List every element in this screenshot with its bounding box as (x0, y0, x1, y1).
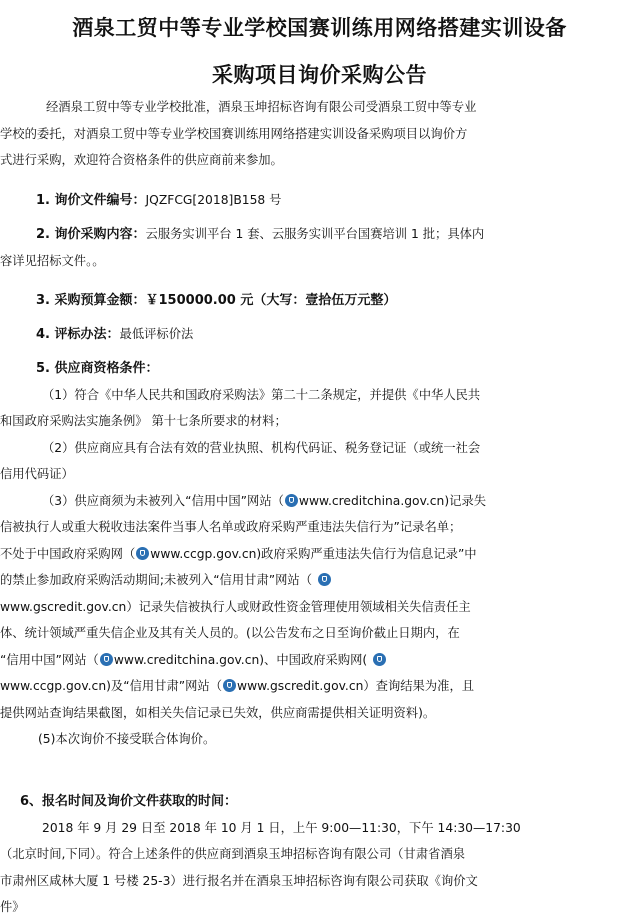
shield-link-icon (100, 653, 113, 666)
item-1 (0, 187, 639, 214)
shield-link-icon (223, 679, 236, 692)
condition-3-text: 的禁止参加政府采购活动期间;未被列入“信用甘肃”网站（ (0, 573, 313, 587)
condition-2-line2: 信用代码证） (0, 467, 74, 481)
item-5-label: 5. 供应商资格条件： (36, 361, 159, 376)
intro-line: 经酒泉工贸中等专业学校批准，酒泉玉坤招标咨询有限公司受酒泉工贸中等专业 (46, 100, 477, 114)
item-4-value: 最低评标价法 (119, 327, 194, 341)
ccgp-link[interactable]: www.ccgp.gov.cn)及“信用甘肃”网站（ (0, 679, 223, 693)
condition-3-text: （3）供应商须为未被列入“信用中国”网站（ (42, 493, 284, 508)
item-6-line2: （北京时间,下同）。符合上述条件的供应商到酒泉玉坤招标咨询有限公司（甘肃省酒泉 (0, 847, 466, 861)
item-2-label: 2. 询价采购内容： (36, 227, 146, 242)
item-1-value: JQZFCG[2018]B158 号 (145, 193, 282, 207)
condition-1-line1: （1）符合《中华人民共和国政府采购法》第二十二条规定，并提供《中华人民共 (42, 387, 481, 402)
condition-3-text: “信用中国”网站（ (0, 652, 99, 667)
item-6 (0, 788, 639, 921)
item-6-line3: 市肃州区咸林大厦 1 号楼 25-3）进行报名并在酒泉玉坤招标咨询有限公司获取《询价文 (0, 873, 478, 888)
creditchina-ccgp-links[interactable]: www.creditchina.gov.cn)、中国政府采购网( (113, 652, 368, 667)
item-3-label: 3. 采购预算金额： (36, 293, 146, 308)
gscredit-link-text[interactable]: www.gscredit.gov.cn）记录失信被执行人或财政性资金管理使用领域相关失信责任主 (0, 599, 471, 614)
item-2-line2: 容详见招标文件。。 (0, 253, 105, 268)
intro-line: 式进行采购，欢迎符合资格条件的供应商前来参加。 (0, 153, 283, 167)
condition-3-text: 信被执行人或重大税收违法案件当事人名单或政府采购严重违法失信行为”记录名单； (0, 520, 462, 534)
item-1-label: 1. 询价文件编号： (36, 193, 146, 208)
condition-3-text: 提供网站查询结果截图，如相关失信记录已失效，供应商需提供相关证明资料)。 (0, 705, 436, 720)
item-6-line1: 2018 年 9 月 29 日至 2018 年 10 月 1 日，上午 9:00—11:30，下午 14:30—17:30 (42, 820, 521, 835)
item-5 (0, 355, 639, 753)
item-4-label: 4. 评标办法： (36, 327, 120, 342)
item-6-label: 6、报名时间及询价文件获取的时间： (20, 794, 238, 809)
condition-1-line2: 和国政府采购法实施条例》 第十七条所要求的材料； (0, 414, 287, 428)
item-6-line4: 件》 (0, 900, 25, 914)
intro-paragraph (0, 94, 639, 174)
shield-link-icon (318, 573, 331, 586)
item-3-value: ￥150000.00 元（大写：壹拾伍万元整） (145, 293, 397, 308)
item-4 (0, 321, 639, 348)
gscredit-link[interactable]: www.gscredit.gov.cn）查询结果为准，且 (237, 679, 475, 693)
condition-3-text: 体、统计领域严重失信企业及其有关人员的。(以公告发布之日至询价截止日期内，在 (0, 626, 460, 640)
intro-line: 学校的委托，对酒泉工贸中等专业学校国赛训练用网络搭建实训设备采购项目以询价方 (0, 126, 468, 141)
shield-link-icon (136, 547, 149, 560)
item-2 (0, 221, 639, 274)
condition-3-text: 不处于中国政府采购网（ (0, 546, 136, 561)
page-title-line2: 采购项目询价采购公告 (212, 62, 427, 87)
shield-link-icon (373, 653, 386, 666)
condition-5: (5)本次询价不接受联合体询价。 (38, 732, 216, 746)
page-title-line1: 酒泉工贸中等专业学校国赛训练用网络搭建实训设备 (72, 15, 567, 40)
condition-2-line1: （2）供应商应具有合法有效的营业执照、机构代码证、税务登记证（或统一社会 (42, 440, 481, 455)
ccgp-link[interactable]: www.ccgp.gov.cn)政府采购严重违法失信行为信息记录”中 (150, 546, 477, 561)
creditchina-link[interactable]: www.creditchina.gov.cn)记录失 (298, 493, 487, 508)
item-2-line1: 云服务实训平台 1 套、云服务实训平台国赛培训 1 批；具体内 (145, 227, 485, 241)
shield-link-icon (285, 494, 298, 507)
item-3 (0, 287, 639, 314)
